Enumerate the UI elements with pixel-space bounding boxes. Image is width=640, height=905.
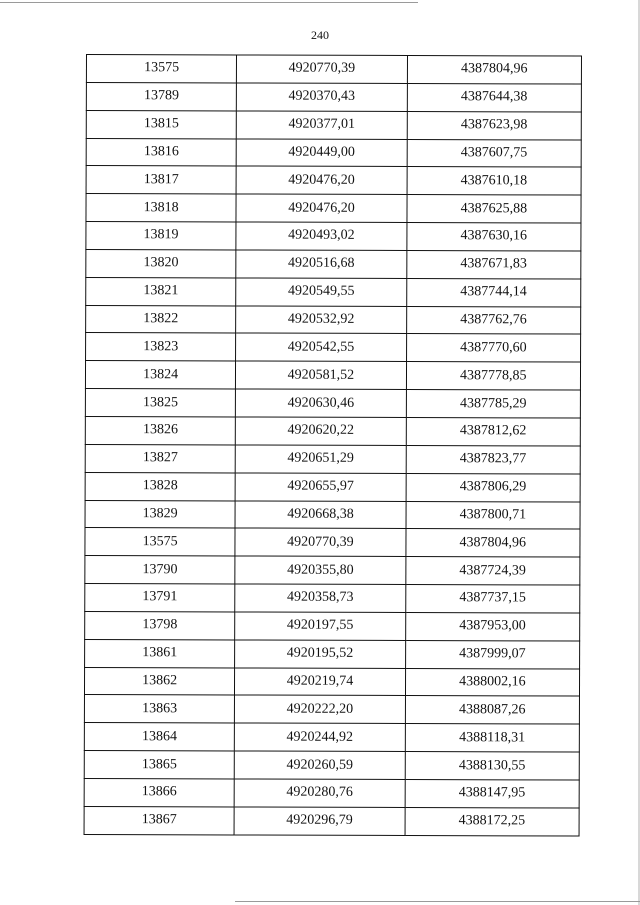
x-coordinate-cell: 4920355,80 bbox=[235, 556, 405, 584]
y-coordinate-cell: 4387770,60 bbox=[406, 334, 580, 362]
x-coordinate-cell: 4920449,00 bbox=[236, 139, 406, 167]
point-number-cell: 13828 bbox=[85, 472, 235, 500]
y-coordinate-cell: 4387671,83 bbox=[406, 250, 580, 278]
point-number-cell: 13827 bbox=[85, 444, 235, 472]
table-row bbox=[85, 444, 580, 473]
y-coordinate-cell: 4388172,25 bbox=[405, 807, 579, 835]
x-coordinate-cell: 4920244,92 bbox=[235, 723, 405, 751]
point-number-cell: 13575 bbox=[86, 55, 236, 83]
point-number-cell: 13826 bbox=[85, 416, 235, 444]
y-coordinate-cell: 4388087,26 bbox=[405, 696, 579, 724]
table-row bbox=[84, 751, 579, 780]
x-coordinate-cell: 4920655,97 bbox=[235, 473, 405, 501]
x-coordinate-cell: 4920222,20 bbox=[235, 695, 405, 723]
x-coordinate-cell: 4920620,22 bbox=[236, 417, 406, 445]
y-coordinate-cell: 4387804,96 bbox=[406, 529, 580, 557]
point-number-cell: 13824 bbox=[85, 361, 235, 389]
x-coordinate-cell: 4920668,38 bbox=[235, 500, 405, 528]
point-number-cell: 13821 bbox=[86, 277, 236, 305]
point-number-cell: 13791 bbox=[85, 584, 235, 612]
y-coordinate-cell: 4387744,14 bbox=[406, 278, 580, 306]
scan-border-top bbox=[0, 2, 418, 3]
y-coordinate-cell: 4387778,85 bbox=[406, 362, 580, 390]
table-row bbox=[85, 556, 580, 585]
x-coordinate-cell: 4920377,01 bbox=[237, 111, 407, 139]
y-coordinate-cell: 4388118,31 bbox=[405, 724, 579, 752]
x-coordinate-cell: 4920370,43 bbox=[237, 83, 407, 111]
y-coordinate-cell: 4388147,95 bbox=[405, 779, 579, 807]
x-coordinate-cell: 4920493,02 bbox=[236, 222, 406, 250]
x-coordinate-cell: 4920296,79 bbox=[234, 807, 404, 835]
y-coordinate-cell: 4387953,00 bbox=[405, 612, 579, 640]
table-row bbox=[85, 611, 580, 640]
table-row bbox=[84, 723, 579, 752]
point-number-cell: 13829 bbox=[85, 500, 235, 528]
point-number-cell: 13789 bbox=[86, 82, 236, 110]
y-coordinate-cell: 4387625,88 bbox=[407, 195, 581, 223]
x-coordinate-cell: 4920516,68 bbox=[236, 250, 406, 278]
table-row bbox=[84, 667, 579, 696]
table-row bbox=[86, 166, 581, 195]
x-coordinate-cell: 4920260,59 bbox=[235, 751, 405, 779]
x-coordinate-cell: 4920542,55 bbox=[236, 333, 406, 361]
point-number-cell: 13798 bbox=[85, 611, 235, 639]
point-number-cell: 13863 bbox=[84, 695, 234, 723]
point-number-cell: 13864 bbox=[84, 723, 234, 751]
y-coordinate-cell: 4387762,76 bbox=[406, 306, 580, 334]
y-coordinate-cell: 4387630,16 bbox=[407, 223, 581, 251]
y-coordinate-cell: 4388130,55 bbox=[405, 752, 579, 780]
y-coordinate-cell: 4387823,77 bbox=[406, 445, 580, 473]
point-number-cell: 13815 bbox=[86, 110, 236, 138]
point-number-cell: 13862 bbox=[84, 667, 234, 695]
coordinates-table bbox=[84, 54, 582, 836]
point-number-cell: 13816 bbox=[86, 138, 236, 166]
table-row bbox=[86, 222, 581, 251]
point-number-cell: 13861 bbox=[85, 639, 235, 667]
table-row bbox=[86, 277, 581, 306]
table-row bbox=[86, 82, 581, 111]
y-coordinate-cell: 4387610,18 bbox=[407, 167, 581, 195]
table-row bbox=[86, 110, 581, 139]
y-coordinate-cell: 4387623,98 bbox=[407, 111, 581, 139]
point-number-cell: 13866 bbox=[84, 778, 234, 806]
table-row bbox=[85, 472, 580, 501]
x-coordinate-cell: 4920358,73 bbox=[235, 584, 405, 612]
point-number-cell: 13575 bbox=[85, 528, 235, 556]
table-row bbox=[86, 249, 581, 278]
table-row bbox=[85, 639, 580, 668]
point-number-cell: 13865 bbox=[84, 751, 234, 779]
x-coordinate-cell: 4920219,74 bbox=[235, 668, 405, 696]
table-row bbox=[85, 416, 580, 445]
table-row bbox=[86, 138, 581, 167]
point-number-cell: 13790 bbox=[85, 556, 235, 584]
x-coordinate-cell: 4920549,55 bbox=[236, 278, 406, 306]
x-coordinate-cell: 4920197,55 bbox=[235, 612, 405, 640]
table-row bbox=[85, 389, 580, 418]
page-number: 240 bbox=[311, 28, 329, 42]
table-row bbox=[86, 55, 581, 84]
table-row bbox=[84, 695, 579, 724]
table-row bbox=[84, 778, 579, 807]
y-coordinate-cell: 4387785,29 bbox=[406, 390, 580, 418]
table-row bbox=[84, 806, 579, 835]
x-coordinate-cell: 4920581,52 bbox=[236, 361, 406, 389]
point-number-cell: 13867 bbox=[84, 806, 234, 834]
table-row bbox=[85, 528, 580, 557]
y-coordinate-cell: 4387724,39 bbox=[405, 557, 579, 585]
x-coordinate-cell: 4920476,20 bbox=[236, 166, 406, 194]
y-coordinate-cell: 4387812,62 bbox=[406, 417, 580, 445]
point-number-cell: 13825 bbox=[85, 389, 235, 417]
x-coordinate-cell: 4920770,39 bbox=[235, 528, 405, 556]
y-coordinate-cell: 4387804,96 bbox=[407, 56, 581, 84]
table-row bbox=[86, 305, 581, 334]
scan-border-bottom bbox=[235, 901, 640, 902]
point-number-cell: 13820 bbox=[86, 249, 236, 277]
y-coordinate-cell: 4388002,16 bbox=[405, 668, 579, 696]
point-number-cell: 13823 bbox=[86, 333, 236, 361]
y-coordinate-cell: 4387644,38 bbox=[407, 83, 581, 111]
x-coordinate-cell: 4920630,46 bbox=[236, 389, 406, 417]
point-number-cell: 13817 bbox=[86, 166, 236, 194]
table-row bbox=[85, 500, 580, 529]
point-number-cell: 13818 bbox=[86, 194, 236, 222]
x-coordinate-cell: 4920770,39 bbox=[237, 55, 407, 83]
x-coordinate-cell: 4920195,52 bbox=[235, 640, 405, 668]
table-row bbox=[86, 194, 581, 223]
point-number-cell: 13819 bbox=[86, 222, 236, 250]
y-coordinate-cell: 4387806,29 bbox=[406, 473, 580, 501]
table-row bbox=[86, 333, 581, 362]
table-row bbox=[85, 584, 580, 613]
y-coordinate-cell: 4387607,75 bbox=[407, 139, 581, 167]
x-coordinate-cell: 4920476,20 bbox=[236, 194, 406, 222]
point-number-cell: 13822 bbox=[86, 305, 236, 333]
coordinates-table-body bbox=[84, 55, 581, 836]
x-coordinate-cell: 4920532,92 bbox=[236, 306, 406, 334]
y-coordinate-cell: 4387737,15 bbox=[405, 585, 579, 613]
y-coordinate-cell: 4387999,07 bbox=[405, 640, 579, 668]
y-coordinate-cell: 4387800,71 bbox=[406, 501, 580, 529]
x-coordinate-cell: 4920651,29 bbox=[235, 445, 405, 473]
x-coordinate-cell: 4920280,76 bbox=[234, 779, 404, 807]
table-row bbox=[85, 361, 580, 390]
